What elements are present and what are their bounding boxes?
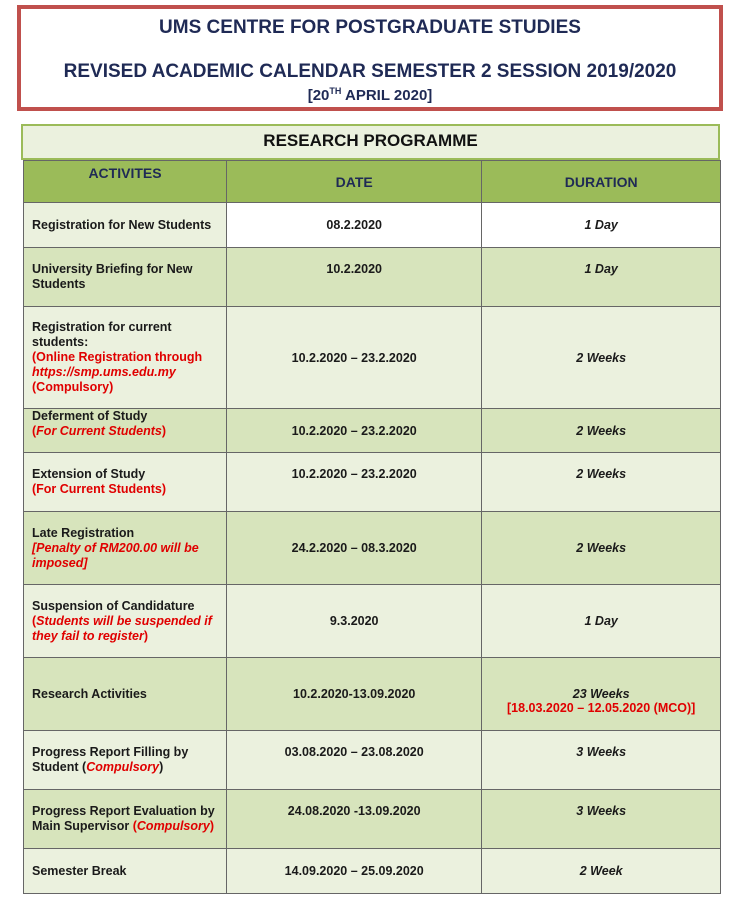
table-row	[24, 453, 721, 512]
activity-note: (Compulsory)	[132, 819, 215, 833]
date-cell: 24.2.2020 – 08.3.2020	[227, 512, 482, 585]
table-row	[24, 307, 721, 409]
activity-cell	[24, 409, 227, 453]
duration-cell: 1 Day	[482, 203, 721, 248]
activity-label: Late Registration	[32, 525, 135, 540]
calendar-table	[23, 160, 721, 894]
duration-cell: 2 Weeks	[482, 409, 721, 453]
activity-cell	[24, 512, 227, 585]
header-date-sup: TH	[329, 86, 342, 96]
duration-cell: 1 Day	[482, 585, 721, 658]
header-date-open: [20	[307, 87, 330, 104]
activity-label: Registration for current students:	[32, 320, 172, 349]
activity-note: (Online Registration through	[32, 350, 203, 364]
date-cell: 10.2.2020 – 23.2.2020	[227, 453, 482, 512]
table-row	[24, 585, 721, 658]
header-title: UMS CENTRE FOR POSTGRADUATE STUDIES	[159, 17, 581, 38]
activity-note: [Penalty of RM200.00 will be imposed]	[32, 540, 199, 570]
activity-label: Extension of Study	[32, 467, 146, 481]
duration-value: 23 Weeks	[572, 687, 630, 701]
table-row	[24, 409, 721, 453]
column-header-duration: DURATION	[482, 161, 721, 203]
activity-cell	[24, 731, 227, 790]
activity-label: Progress Report Filling by Student	[32, 745, 189, 774]
document-header	[17, 5, 723, 111]
table-row	[24, 658, 721, 731]
table-row	[24, 731, 721, 790]
activity-cell	[24, 453, 227, 512]
registration-link[interactable]: https://smp.ums.edu.my	[32, 365, 176, 379]
duration-cell: 2 Weeks	[482, 512, 721, 585]
table-row	[24, 849, 721, 894]
table-row	[24, 790, 721, 849]
section-title: RESEARCH PROGRAMME	[21, 124, 720, 160]
duration-cell: 2 Weeks	[482, 307, 721, 409]
duration-cell: 1 Day	[482, 248, 721, 307]
date-cell: 9.3.2020	[227, 585, 482, 658]
table-row	[24, 203, 721, 248]
activity-note: (For Current Students)	[32, 482, 167, 496]
date-cell: 10.2.2020	[227, 248, 482, 307]
activity-note-compulsory: (Compulsory)	[32, 380, 114, 394]
header-date-rest: APRIL 2020]	[341, 87, 433, 104]
duration-cell: 3 Weeks	[482, 731, 721, 790]
header-date	[21, 86, 719, 104]
column-header-date: DATE	[227, 161, 482, 203]
date-cell: 10.2.2020-13.09.2020	[227, 658, 482, 731]
header-subtitle: REVISED ACADEMIC CALENDAR SEMESTER 2 SESSION 2019/2020	[63, 61, 677, 82]
date-cell: 10.2.2020 – 23.2.2020	[227, 307, 482, 409]
date-cell: 10.2.2020 – 23.2.2020	[227, 409, 482, 453]
date-cell: 08.2.2020	[227, 203, 482, 248]
duration-cell: 2 Week	[482, 849, 721, 894]
activity-cell: University Briefing for New Students	[24, 248, 227, 307]
activity-cell	[24, 307, 227, 409]
duration-cell: 3 Weeks	[482, 790, 721, 849]
activity-cell: Registration for New Students	[24, 203, 227, 248]
activity-cell: Research Activities	[24, 658, 227, 731]
activity-cell	[24, 585, 227, 658]
activity-label: Suspension of Candidature	[32, 598, 195, 613]
column-header-activities: ACTIVITES	[24, 161, 227, 203]
date-cell: 24.08.2020 -13.09.2020	[227, 790, 482, 849]
duration-cell: 2 Weeks	[482, 453, 721, 512]
activity-note: (Students will be suspended if they fail to register)	[32, 613, 212, 643]
date-cell: 03.08.2020 – 23.08.2020	[227, 731, 482, 790]
activity-cell	[24, 790, 227, 849]
table-row	[24, 248, 721, 307]
activity-label: Deferment of Study	[32, 409, 148, 423]
activity-note: (Compulsory)	[82, 760, 164, 774]
table-header-row	[24, 161, 721, 203]
date-cell: 14.09.2020 – 25.09.2020	[227, 849, 482, 894]
mco-note: [18.03.2020 – 12.05.2020 (MCO)]	[507, 701, 696, 715]
activity-label: Progress Report Evaluation by Main Supervisor	[32, 804, 215, 833]
duration-cell	[482, 658, 721, 731]
activity-note: (For Current Students)	[32, 424, 167, 438]
table-row	[24, 512, 721, 585]
activity-cell: Semester Break	[24, 849, 227, 894]
